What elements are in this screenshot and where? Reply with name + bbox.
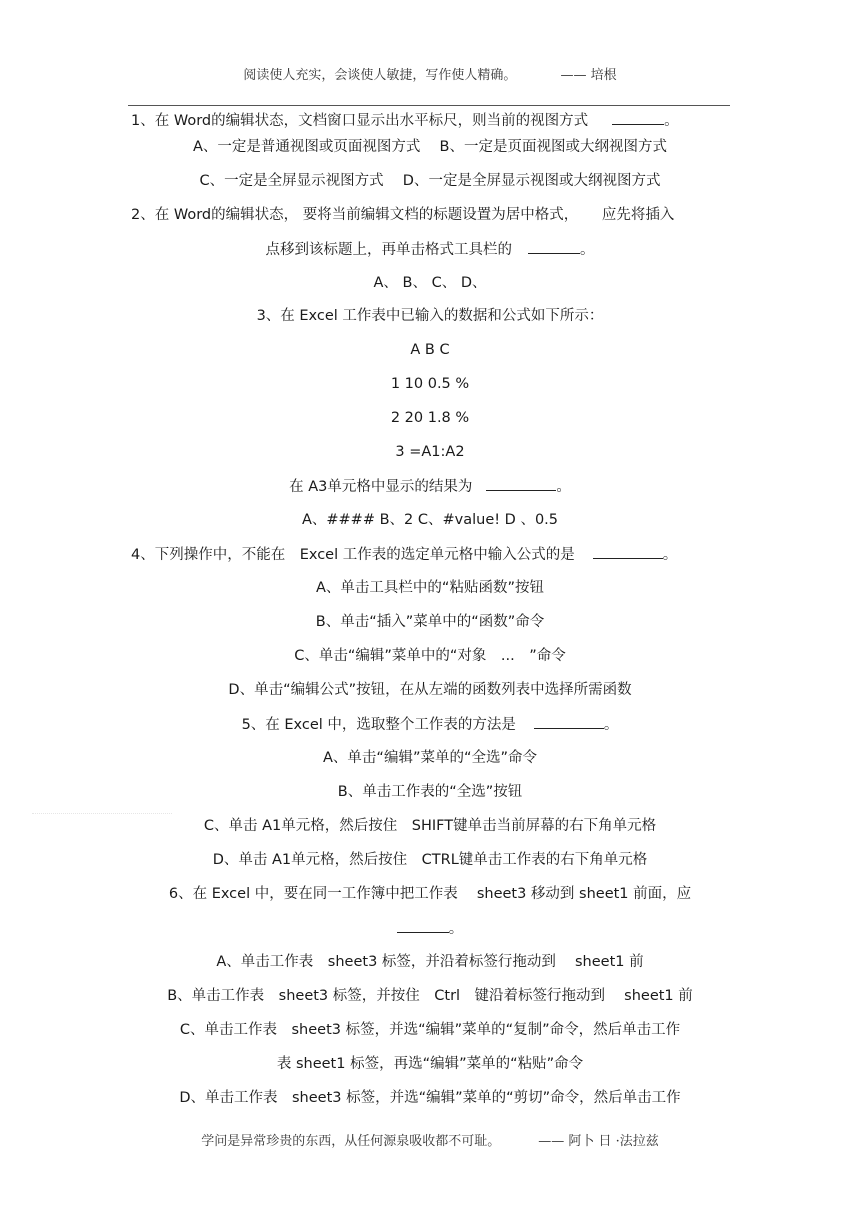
period: 。 bbox=[664, 113, 679, 129]
question-text: 点移到该标题上，再单击格式工具栏的 bbox=[265, 242, 512, 258]
question-text: 1、在 Word的编辑状态，文档窗口显示出水平标尺，则当前的视图方式 bbox=[131, 113, 589, 129]
table-line: 3 =A1:A2 bbox=[395, 444, 465, 460]
option-line: D、单击工作表 sheet3 标签，并选“编辑”菜单的“剪切”命令，然后单击工作 bbox=[179, 1090, 681, 1106]
option-line: C、单击“编辑”菜单中的“对象 ... ”命令 bbox=[294, 648, 566, 664]
header-quote: 阅读使人充实，会谈使人敏捷，写作使人精确。 bbox=[243, 68, 517, 83]
header-author: —— 培根 bbox=[560, 68, 617, 83]
question-3: 3、在 Excel 工作表中已输入的数据和公式如下所示： bbox=[256, 308, 604, 324]
answer-blank bbox=[593, 544, 663, 559]
period: 。 bbox=[448, 921, 464, 937]
answer-blank bbox=[397, 918, 449, 933]
faint-dotted-line bbox=[32, 813, 172, 814]
option-line: B、单击“插入”菜单中的“函数”命令 bbox=[315, 614, 545, 630]
option-line: B、单击工作表的“全选”按钮 bbox=[337, 784, 523, 800]
option-line: C、一定是全屏显示视图方式 D、一定是全屏显示视图或大纲视图方式 bbox=[199, 173, 661, 189]
footer-author: —— 阿卜 日 ·法拉兹 bbox=[538, 1134, 659, 1149]
answer-blank bbox=[612, 110, 664, 125]
option-line: A、单击工作表 sheet3 标签，并沿着标签行拖动到 sheet1 前 bbox=[216, 954, 644, 970]
option-line: C、单击工作表 sheet3 标签，并选“编辑”菜单的“复制”命令，然后单击工作 bbox=[179, 1022, 681, 1038]
option-line: A、单击“编辑”菜单的“全选”命令 bbox=[323, 750, 537, 766]
question-2-cont bbox=[0, 239, 860, 260]
period: 。 bbox=[556, 479, 571, 495]
answer-blank bbox=[486, 476, 556, 491]
option-line: 表 sheet1 标签，再选“编辑”菜单的“粘贴”命令 bbox=[276, 1056, 584, 1072]
question-3-cont bbox=[0, 476, 860, 497]
option-line: A、#### B、2 C、#value! D 、0.5 bbox=[301, 512, 559, 528]
table-line: 1 10 0.5 % bbox=[390, 376, 470, 392]
page-header bbox=[0, 64, 860, 83]
answer-blank bbox=[528, 239, 580, 254]
option-line: B、单击工作表 sheet3 标签，并按住 Ctrl 键沿着标签行拖动到 sheet1 前 bbox=[167, 988, 693, 1004]
question-4 bbox=[131, 544, 731, 565]
option-line: A、一定是普通视图或页面视图方式 B、一定是页面视图或大纲视图方式 bbox=[193, 139, 667, 155]
option-line: A、单击工具栏中的“粘贴函数”按钮 bbox=[316, 580, 544, 596]
option-line: C、单击 A1单元格，然后按住 SHIFT键单击当前屏幕的右下角单元格 bbox=[203, 818, 657, 834]
header-rule bbox=[128, 105, 730, 106]
table-line: 2 20 1.8 % bbox=[390, 410, 470, 426]
period: 。 bbox=[603, 717, 619, 733]
question-2: 2、在 Word的编辑状态， 要将当前编辑文档的标题设置为居中格式， 应先将插入 bbox=[131, 207, 675, 223]
question-text: 5、在 Excel 中，选取整个工作表的方法是 bbox=[241, 717, 516, 733]
question-1 bbox=[131, 110, 731, 131]
question-6: 6、在 Excel 中，要在同一工作簿中把工作表 sheet3 移动到 sheet1 前面，应 bbox=[168, 886, 692, 902]
option-line: A、 B、 C、 D、 bbox=[373, 275, 487, 291]
period: 。 bbox=[662, 547, 678, 563]
table-line: A B C bbox=[410, 342, 450, 358]
page-footer bbox=[0, 1130, 860, 1149]
question-5 bbox=[0, 714, 860, 735]
answer-blank bbox=[534, 714, 604, 729]
footer-quote: 学问是异常珍贵的东西，从任何源泉吸收都不可耻。 bbox=[201, 1134, 501, 1149]
period: 。 bbox=[580, 242, 595, 258]
question-text: 4、下列操作中，不能在 Excel 工作表的选定单元格中输入公式的是 bbox=[131, 547, 575, 563]
question-text: 在 A3单元格中显示的结果为 bbox=[289, 479, 473, 495]
option-line: D、单击“编辑公式”按钮，在从左端的函数列表中选择所需函数 bbox=[228, 682, 632, 698]
option-line: D、单击 A1单元格，然后按住 CTRL键单击工作表的右下角单元格 bbox=[212, 852, 648, 868]
question-6-cont bbox=[0, 918, 860, 939]
